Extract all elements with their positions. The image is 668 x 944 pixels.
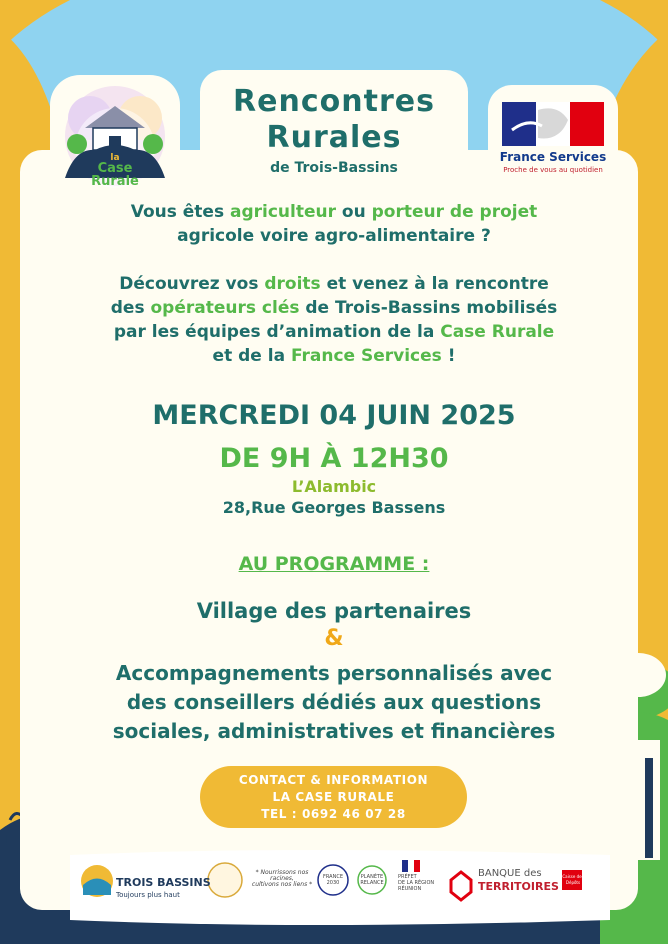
france-2030-text: FRANCE 2030 [323,874,343,886]
case-rurale-la: la [110,153,120,163]
caisse-depots-text: Caisse des Dépôts [562,874,584,885]
program-item-accompagnement-l1: Accompagnements personnalisés avec [115,661,553,685]
trois-bassins-sub: Toujours plus haut [116,891,180,899]
prefet-text: PRÉFET DE LA RÉGION RÉUNION [398,874,435,892]
program-item-accompagnement-l2: des conseillers dédiés aux questions [126,690,542,714]
case-rurale-logo [55,78,175,196]
contact-line2: LA CASE RURALE [272,790,395,804]
france-services-tagline: Proche de vous au quotidien [503,166,603,174]
intro-line2: agricole voire agro-alimentaire ? [177,226,491,246]
event-address: 28,Rue Georges Bassens [222,498,446,517]
subtitle: de Trois-Bassins [270,160,398,176]
hl-agriculteur: agriculteur [230,202,337,222]
hl-operateurs: opérateurs clés [150,298,300,318]
program-ampersand: & [324,626,344,651]
program-heading: AU PROGRAMME : [238,553,430,575]
intro-line3: Découvrez vos droits et venez à la rencontre [119,274,549,294]
intro-line1: Vous êtes agriculteur ou porteur de projet [130,202,538,222]
title-line1: Rencontres [233,84,435,119]
event-time: DE 9H À 12H30 [219,443,449,474]
trois-bassins-label: TROIS BASSINS [116,876,211,889]
event-date: MERCREDI 04 JUIN 2025 [152,400,516,431]
intro-line4: des opérateurs clés de Trois-Bassins mobilisés [110,298,558,318]
program-item-village: Village des partenaires [196,599,472,623]
planete-relance-text: PLANÈTE RELANCE [360,874,384,886]
nourrissons-text: * Nourrissons nos racines, cultivons nos liens * [251,869,313,888]
event-place: L’Alambic [291,477,377,496]
footer-logos [0,850,668,944]
contact-phone[interactable]: TEL : 0692 46 07 28 [261,807,406,821]
program-item-accompagnement-l3: sociales, administratives et financières [112,719,556,743]
hl-droits: droits [264,274,321,294]
hl-porteur: porteur de projet [371,202,538,222]
title-line2: Rurales [266,120,402,155]
contact-line1: CONTACT & INFORMATION [238,773,429,787]
intro-line6: et de la France Services ! [212,346,456,366]
hl-case-rurale: Case Rurale [440,322,555,342]
case-rurale-rurale: Rurale [91,174,139,189]
case-rurale-case: Case [97,161,133,176]
banque-territoires-text: BANQUE des TERRITOIRES [478,868,559,893]
hl-france-services: France Services [290,346,442,366]
france-services-logo [498,100,608,190]
nourrissons-icon [208,863,242,897]
france-services-name: France Services [499,150,607,164]
intro-line5: par les équipes d’animation de la Case Rurale [113,322,555,342]
contact-pill[interactable] [200,766,467,828]
